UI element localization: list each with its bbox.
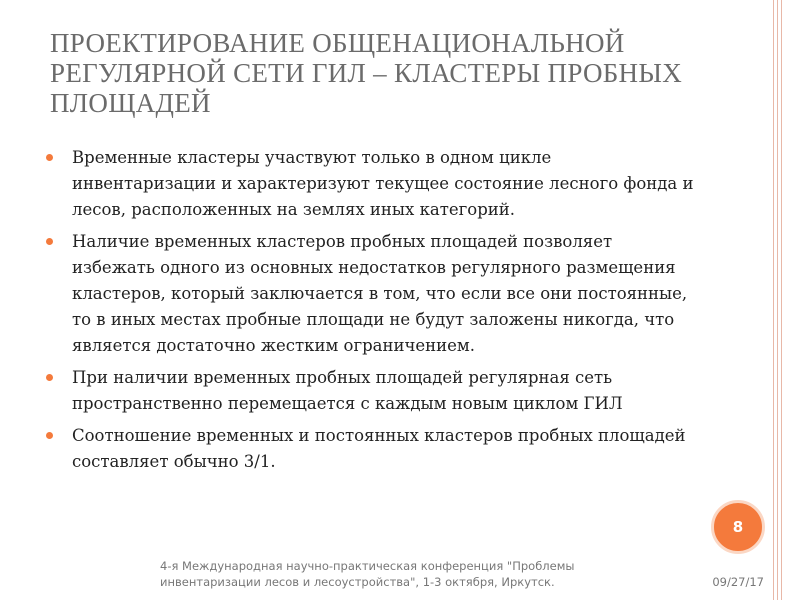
footer-text: 4-я Международная научно-практическая конференция "Проблемы инвентаризации лесов и лесоустройства", 1-3 октября, Иркутск. xyxy=(160,559,575,589)
decorative-rule-left xyxy=(773,0,774,600)
decorative-rule-middle xyxy=(777,0,778,600)
slide-title: ПРОЕКТИРОВАНИЕ ОБЩЕНАЦИОНАЛЬНОЙ РЕГУЛЯРНОЙ СЕТИ ГИЛ – КЛАСТЕРЫ ПРОБНЫХ ПЛОЩАДЕЙ xyxy=(50,28,683,118)
bullet-list xyxy=(46,145,696,481)
page-number-badge xyxy=(711,500,765,554)
bullet-item xyxy=(46,423,696,475)
bullet-item xyxy=(46,229,696,359)
decorative-rule-right xyxy=(781,0,782,600)
bullet-dot-icon xyxy=(46,238,53,245)
bullet-text: Соотношение временных и постоянных кластеров пробных площадей составляет обычно 3/1. xyxy=(72,426,686,471)
bullet-dot-icon xyxy=(46,154,53,161)
slide-date: 09/27/17 xyxy=(712,575,764,589)
bullet-item xyxy=(46,145,696,223)
bullet-dot-icon xyxy=(46,432,53,439)
bullet-text: При наличии временных пробных площадей регулярная сеть пространственно перемещается с каждым новым циклом ГИЛ xyxy=(72,368,623,413)
bullet-text: Наличие временных кластеров пробных площадей позволяет избежать одного из основных недостатков регулярного размещения кластеров, который заключается в том, что если все они постоянные, то в иных местах пробные площади не будут заложены никогда, что является достаточно жестким ограничением. xyxy=(72,232,688,355)
bullet-text: Временные кластеры участвуют только в одном цикле инвентаризации и характеризуют текущее состояние лесного фонда и лесов, расположенных на землях иных категорий. xyxy=(72,148,694,219)
page-number: 8 xyxy=(732,518,744,536)
bullet-item xyxy=(46,365,696,417)
bullet-dot-icon xyxy=(46,374,53,381)
